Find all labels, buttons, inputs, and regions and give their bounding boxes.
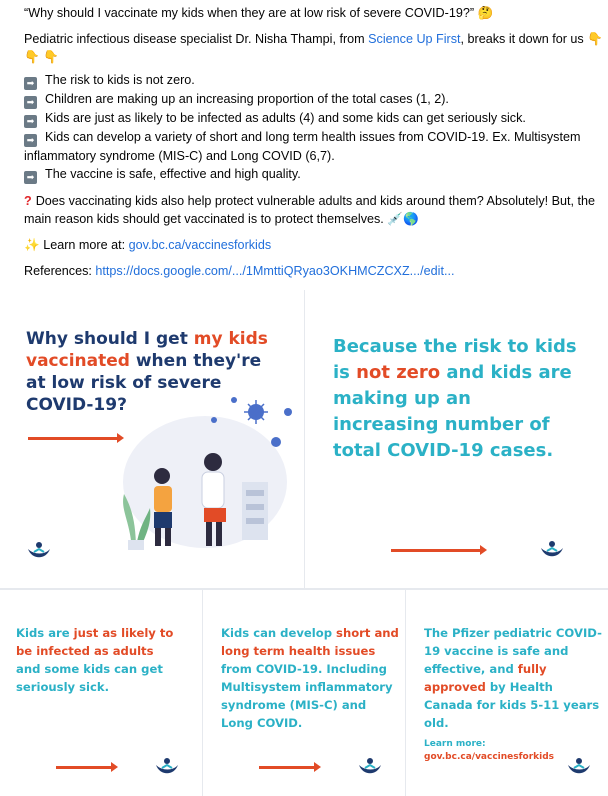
bc-health-logo-icon xyxy=(539,539,565,561)
references-link[interactable]: https://docs.google.com/.../1MmttiQRyao3OKHMCZCXZ.../edit... xyxy=(95,264,455,278)
post-quote: “Why should I vaccinate my kids when they are at low risk of severe COVID-19?” 🤔 xyxy=(24,6,494,20)
right-arrow-icon: ➡ xyxy=(24,96,37,109)
learn-more-link[interactable]: gov.bc.ca/vaccinesforkids xyxy=(128,238,272,252)
science-up-first-link[interactable]: Science Up First xyxy=(368,32,461,46)
bc-health-logo-icon xyxy=(357,756,383,778)
list-item: ➡ Kids can develop a variety of short and long term health issues from COVID-19. Ex. Multisystem inflammatory syndrome (MIS-C) and Long COVID (6,7). xyxy=(24,130,581,163)
image-card-1[interactable] xyxy=(0,290,304,588)
post-image-grid[interactable] xyxy=(0,290,608,796)
card-2-title: Because the risk to kids is not zero and kids are making up an increasing number of total COVID-19 cases. xyxy=(333,336,577,461)
intro-text: Pediatric infectious disease specialist Dr. Nisha Thampi, from xyxy=(24,32,369,46)
card-5-text: The Pfizer pediatric COVID-19 vaccine is safe and effective, and fully approved by Health Canada for kids 5-11 years old. xyxy=(424,626,602,730)
orange-arrow-icon xyxy=(56,766,114,769)
post-question: ? Does vaccinating kids also help protect vulnerable adults and kids around them? Absolutely! But, the main reason kids should get vaccinated is to protect themselves. 💉🌎 xyxy=(24,194,596,226)
bc-health-logo-icon xyxy=(566,756,592,778)
right-arrow-icon: ➡ xyxy=(24,115,37,128)
vaccination-illustration xyxy=(110,390,300,560)
intro-text-end: , breaks it down for us 👇 👇 👇 xyxy=(24,32,603,64)
image-card-2[interactable] xyxy=(305,290,608,588)
list-item: ➡ Children are making up an increasing proportion of the total cases (1, 2). xyxy=(24,90,608,109)
card-5-learn-more: Learn more: gov.bc.ca/vaccinesforkids xyxy=(424,739,555,762)
card-3-text: Kids are just as likely to be infected as adults and some kids can get seriously sick. xyxy=(16,626,174,694)
orange-arrow-icon xyxy=(259,766,317,769)
post-intro xyxy=(24,30,608,66)
references-line: References: https://docs.google.com/.../1MmttiQRyao3OKHMCZCXZ.../edit... xyxy=(24,264,455,278)
sparkles-icon: ✨ xyxy=(24,238,40,252)
card-4-text: Kids can develop short and long term health issues from COVID-19. Including Multisystem inflammatory syndrome (MIS-C) and Long COVID. xyxy=(221,626,399,730)
bc-health-logo-icon xyxy=(154,756,180,778)
image-card-3[interactable] xyxy=(0,590,202,796)
right-arrow-icon: ➡ xyxy=(24,171,37,184)
image-card-5[interactable] xyxy=(406,590,608,796)
list-item: ➡ The vaccine is safe, effective and high quality. xyxy=(24,165,608,184)
bc-health-logo-icon xyxy=(26,540,52,562)
key-points-list xyxy=(24,71,608,184)
orange-arrow-icon xyxy=(391,549,483,552)
image-card-4[interactable] xyxy=(203,590,405,796)
learn-more-line: ✨ Learn more at: gov.bc.ca/vaccinesforkids xyxy=(24,238,272,252)
card-1-title: Why should I get my kids vaccinated when they're at low risk of severe COVID-19? xyxy=(26,329,268,415)
right-arrow-icon: ➡ xyxy=(24,77,37,90)
list-item: ➡ The risk to kids is not zero. xyxy=(24,71,608,90)
orange-arrow-icon xyxy=(28,437,120,440)
question-mark-icon: ? xyxy=(24,194,32,208)
right-arrow-icon: ➡ xyxy=(24,134,37,147)
list-item: ➡ Kids are just as likely to be infected as adults (4) and some kids can get seriously sick. xyxy=(24,109,608,128)
